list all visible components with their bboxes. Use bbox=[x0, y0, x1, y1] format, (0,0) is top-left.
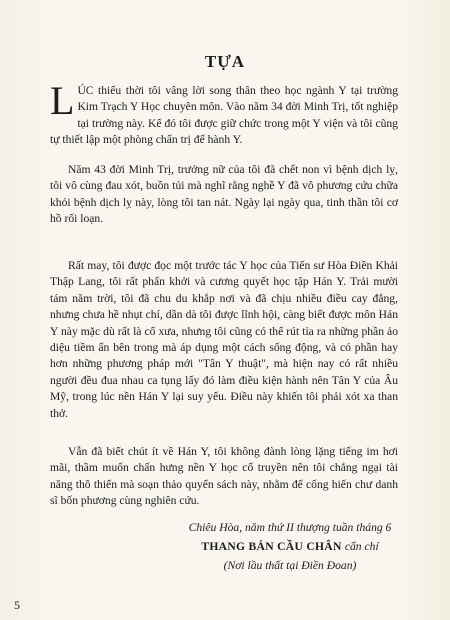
page-number: 5 bbox=[14, 598, 20, 612]
signature-note: cẩn chí bbox=[344, 540, 379, 553]
paragraph-3: Rất may, tôi được đọc một trước tác Y học của Tiến sư Hòa Điền Khải Thập Lang, tôi rất phấn khởi và cương quyết học tập Hán Y. Trải mười tám năm trời, tôi đã chu du khắp nơi và đã chịu nhiều điều cay đắng, nhưng chưa hề nhụt chí, dần dà tôi được lĩnh hội, càng biết được môn Hán Y này mặc dù rất là cổ xưa, nhưng tôi cũng có thể rút tỉa ra những phần ảo diệu tiềm ẩn bên trong mà áp dụng một cách sống động, và có phần hay hơn những phương pháp mới "Tân Y thuật", mà hiện nay có rất nhiều người đều đua nhau ca tụng lấy đó làm điều kiện hành nên Tân Y của Âu Mỹ, trong lúc nền Hán Y lại suy yếu. Điều này khiến tôi phải xót xa than thở. bbox=[50, 259, 398, 420]
signature-name: THANG BẢN CẦU CHÂN bbox=[201, 540, 342, 553]
signature-date: Chiêu Hòa, năm thứ II thượng tuần tháng 6 bbox=[188, 521, 392, 534]
signature-name-line bbox=[140, 540, 440, 553]
drop-cap: L bbox=[50, 78, 75, 123]
signature-place: (Nơi lầu thất tại Điền Đoan) bbox=[223, 559, 357, 572]
paragraph-2: Năm 43 đời Minh Trị, trưởng nữ của tôi đã chết non vì bệnh dịch lỵ, tôi vô cùng đau xót, buồn tủi mà nghĩ rằng nghề Y đã vô phương cứu chữa khỏi bệnh dịch lỵ này, lòng tôi tan nát. Ngày lại ngày qua, tinh thần tôi cơ hồ rối loạn. bbox=[50, 163, 398, 226]
page-title: TỰA bbox=[204, 52, 246, 71]
paragraph-1-text: ÚC thiếu thời tôi vâng lời song thân theo học ngành Y tại trường Kim Trạch Y Học chuyên môn. Vào năm 34 đời Minh Trị, tốt nghiệp tại trường này. Kế đó tôi được giữ chức trong một Y viện và tôi cũng tự thiết lập một phòng chẩn trị để hành Y. bbox=[50, 84, 398, 147]
paragraph-1 bbox=[50, 78, 398, 149]
paragraph-4: Vẫn đã biết chút ít về Hán Y, tôi không đành lòng lặng tiếng im hơi mãi, thầm muốn chấn hưng nền Y học cổ truyền nên tôi chẳng ngại tài năng thô thiển mà soạn thảo quyển sách này, nhằm để cống hiến chư danh sĩ bốn phương cùng nghiên cứu. bbox=[50, 445, 398, 508]
